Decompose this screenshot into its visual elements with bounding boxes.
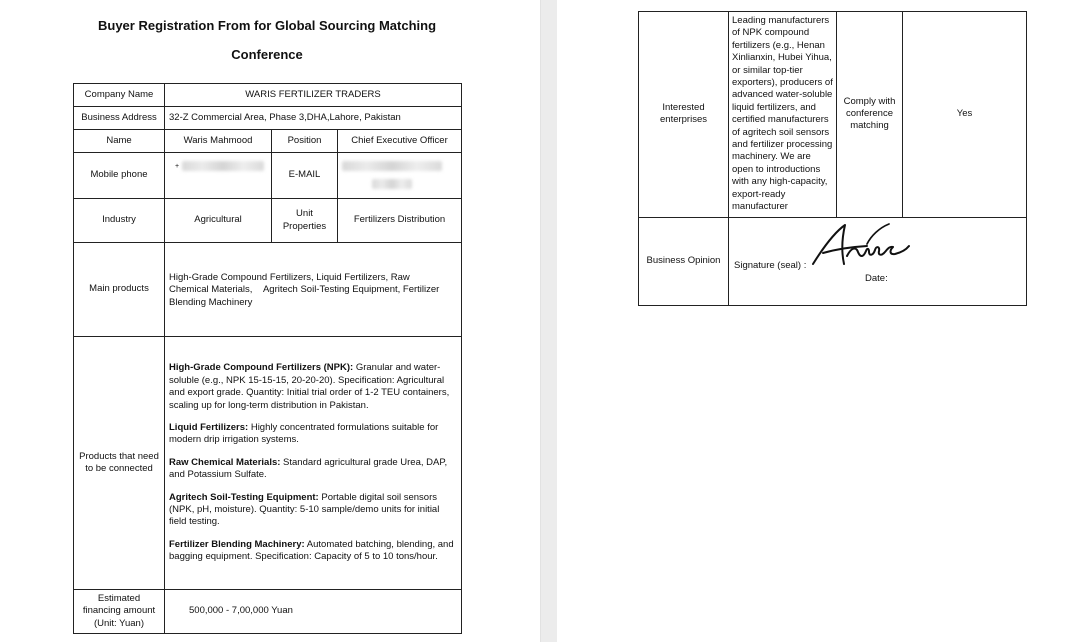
date-label: Date:: [865, 272, 888, 284]
product-title: Agritech Soil-Testing Equipment:: [169, 491, 319, 503]
business-address-value: 32-Z Commercial Area, Phase 3,DHA,Lahore, Pakistan: [165, 107, 462, 130]
main-products-value: [165, 243, 462, 337]
product-title: High-Grade Compound Fertilizers (NPK):: [169, 362, 354, 374]
industry-value: Agricultural: [165, 199, 272, 243]
position-label: Position: [272, 130, 338, 153]
email-value: [338, 153, 462, 199]
table-row: [74, 107, 462, 130]
industry-label: Industry: [74, 199, 165, 243]
redacted-email-line2: [372, 179, 412, 189]
product-paragraph: [169, 362, 457, 412]
main-products-line: Blending Machinery: [169, 296, 253, 308]
form-title-line2: Conference: [231, 47, 303, 62]
table-row: [74, 243, 462, 337]
product-title: Liquid Fertilizers:: [169, 421, 249, 433]
product-paragraph: [169, 492, 457, 529]
main-products-line: High-Grade Compound Fertilizers, Liquid Fertilizers, Raw: [169, 271, 410, 283]
interested-enterprises-value: Leading manufacturers of NPK compound fertilizers (e.g., Henan Xinlianxin, Hubei Yihua, or similar top-tier exporters), producers of advanced water-soluble liquid fertilizers, and certified manufacturers of agritech soil sensors and fertilizer processing machinery. We are open to introductions with any high-capacity, export-ready manufacturer: [729, 12, 837, 218]
mobile-phone-value: [165, 153, 272, 199]
interested-enterprises-label: Interested enterprises: [639, 12, 729, 218]
company-name-label: Company Name: [74, 84, 165, 107]
product-text: Automated batching, blending, and bagging equipment. Specification: Capacity of 5 to 10 tons/hour.: [169, 538, 454, 563]
product-text: Highly concentrated formulations suitable for modern drip irrigation systems.: [169, 421, 439, 446]
signature-image: [809, 220, 913, 270]
financing-label: Estimated financing amount (Unit: Yuan): [74, 590, 165, 634]
table-row: [74, 590, 462, 634]
name-label: Name: [74, 130, 165, 153]
product-paragraph: [169, 422, 457, 447]
table-row: [74, 337, 462, 590]
table-row: [639, 217, 1027, 305]
unit-properties-value: Fertilizers Distribution: [338, 199, 462, 243]
product-paragraph: [169, 539, 457, 564]
comply-value: Yes: [903, 12, 1027, 218]
redacted-phone: [182, 161, 264, 171]
product-text: Granular and water-soluble (e.g., NPK 15-15-15, 20-20-20). Specification: Agricultural and export grade. Quantity: Initial trial order of 1-2 TEU containers, scaling up for long-term distribution in Pakistan.: [169, 362, 450, 411]
product-text: Portable digital soil sensors (NPK, pH, moisture). Quantity: 5-10 sample/demo units for initial field testing.: [169, 491, 440, 528]
email-label: E-MAIL: [272, 153, 338, 199]
signature-label: Signature (seal) :: [734, 259, 807, 271]
page-gutter: [540, 0, 558, 642]
table-row: [639, 12, 1027, 218]
table-row: [74, 84, 462, 107]
business-address-label: Business Address: [74, 107, 165, 130]
business-opinion-cell: [729, 217, 1027, 305]
financing-value: 500,000 - 7,00,000 Yuan: [165, 590, 462, 634]
main-products-line: Chemical Materials, Agritech Soil-Testing Equipment, Fertilizer: [169, 284, 440, 296]
position-value: Chief Executive Officer: [338, 130, 462, 153]
name-value: Waris Mahmood: [165, 130, 272, 153]
company-name-value: WARIS FERTILIZER TRADERS: [165, 84, 462, 107]
product-paragraph: [169, 457, 457, 482]
product-title: Raw Chemical Materials:: [169, 456, 281, 468]
registration-table: [73, 83, 462, 634]
form-title: Buyer Registration From for Global Sourcing Matching: [97, 18, 437, 33]
product-text: Standard agricultural grade Urea, DAP, and Potassium Sulfate.: [169, 456, 448, 481]
products-needed-label: Products that need to be connected: [74, 337, 165, 590]
product-title: Fertilizer Blending Machinery:: [169, 538, 305, 550]
products-needed-value: [165, 337, 462, 590]
comply-label: Comply with conference matching: [837, 12, 903, 218]
table-row: [74, 130, 462, 153]
main-products-label: Main products: [74, 243, 165, 337]
table-row: [74, 153, 462, 199]
business-opinion-label: Business Opinion: [639, 217, 729, 305]
mobile-phone-label: Mobile phone: [74, 153, 165, 199]
enterprise-table: [638, 11, 1027, 306]
unit-properties-label: Unit Properties: [272, 199, 338, 243]
redacted-email: [342, 161, 442, 171]
mobile-prefix: +: [175, 163, 180, 170]
table-row: [74, 199, 462, 243]
